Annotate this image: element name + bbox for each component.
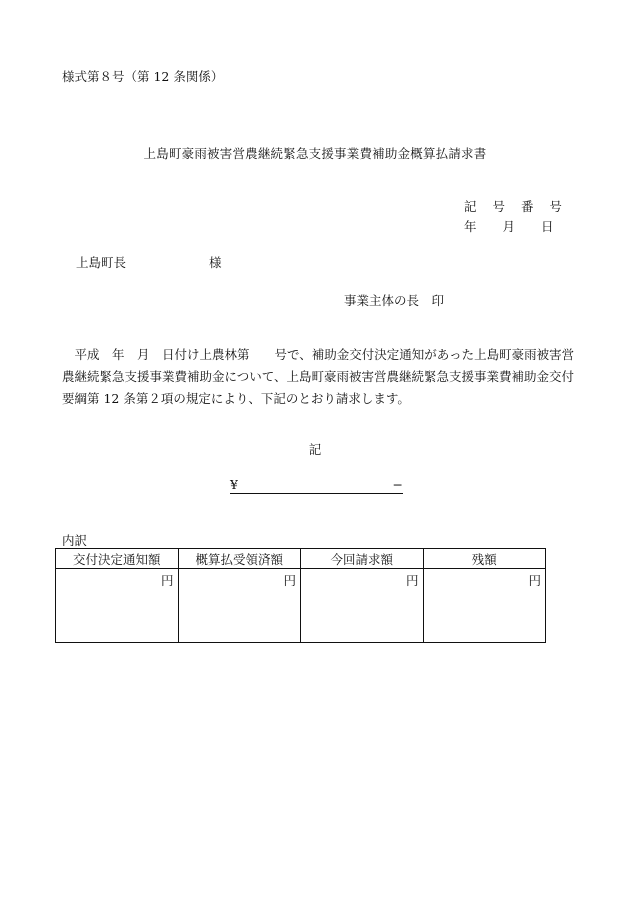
addressee-honorific: 様: [209, 255, 222, 270]
breakdown-table: [55, 548, 546, 643]
amount-dash: −: [392, 477, 403, 492]
ki-heading: 記: [308, 442, 322, 457]
header-remaining-amount: 残額: [423, 549, 546, 569]
form-number: 様式第８号（第 12 条関係）: [62, 69, 224, 84]
table-header-row: [56, 549, 546, 569]
body-text: 平成 年 月 日付け上農林第 号で、補助金交付決定通知があった上島町豪雨被害営農継続緊急支援事業費補助金について、上島町豪雨被害営農継続緊急支援事業費補助金交付要綱第 12 条第２項の規定により、下記のとおり請求します。: [62, 347, 575, 406]
cell-current-request-amount: 円: [301, 569, 424, 643]
amount-field: [230, 477, 403, 494]
yen-sign: ¥: [230, 477, 238, 492]
addressee: 上島町長: [76, 255, 127, 270]
cell-remaining-amount: 円: [423, 569, 546, 643]
table-row: [56, 569, 546, 643]
breakdown-label: 内訳: [62, 533, 88, 548]
cell-advance-received-amount: 円: [178, 569, 301, 643]
header-advance-received-amount: 概算払受領済額: [178, 549, 301, 569]
cell-grant-decision-amount: 円: [56, 569, 179, 643]
date-label: 年 月 日: [464, 219, 554, 234]
document-title: 上島町豪雨被害営農継続緊急支援事業費補助金概算払請求書: [143, 146, 487, 161]
header-grant-decision-amount: 交付決定通知額: [56, 549, 179, 569]
document-number-label: 記 号 番 号: [464, 199, 562, 214]
header-current-request-amount: 今回請求額: [301, 549, 424, 569]
applicant-signature: 事業主体の長 印: [344, 293, 445, 308]
